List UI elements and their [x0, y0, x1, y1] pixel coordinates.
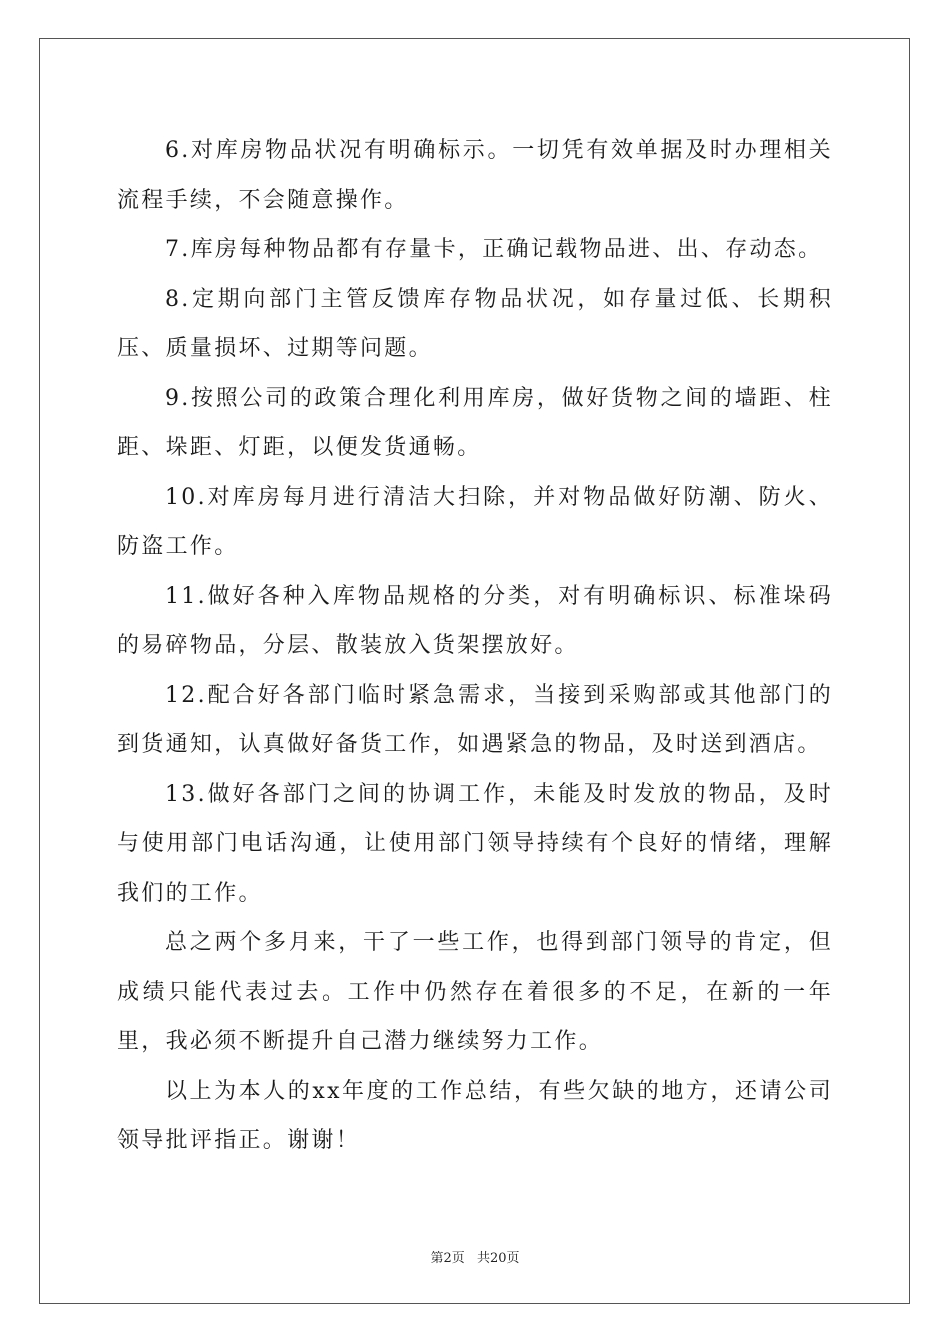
page-footer — [0, 1247, 950, 1266]
document-body — [117, 126, 833, 1166]
paragraph-item-10: 10.对库房每月进行清洁大扫除，并对物品做好防潮、防火、防盗工作。 — [117, 484, 833, 559]
paragraph-item-13: 13.做好各部门之间的协调工作，未能及时发放的物品，及时与使用部门电话沟通，让使用部门领导持续有个良好的情绪，理解我们的工作。 — [117, 781, 833, 906]
paragraph-item-12: 12.配合好各部门临时紧急需求，当接到采购部或其他部门的到货通知，认真做好备货工作，如遇紧急的物品，及时送到酒店。 — [117, 682, 833, 757]
paragraph-item-9: 9.按照公司的政策合理化利用库房，做好货物之间的墙距、柱距、垛距、灯距，以便发货通畅。 — [117, 385, 833, 460]
paragraph-item-6: 6.对库房物品状况有明确标示。一切凭有效单据及时办理相关流程手续，不会随意操作。 — [117, 138, 833, 213]
page-total: 共20页 — [476, 1251, 520, 1266]
paragraph-summary: 总之两个多月来，干了一些工作，也得到部门领导的肯定，但成绩只能代表过去。工作中仍然存在着很多的不足，在新的一年里，我必须不断提升自己潜力继续努力工作。 — [117, 930, 833, 1054]
paragraph-closing: 以上为本人的xx年度的工作总结，有些欠缺的地方，还请公司领导批评指正。谢谢！ — [117, 1078, 833, 1153]
paragraph-item-7: 7.库房每种物品都有存量卡，正确记载物品进、出、存动态。 — [165, 237, 823, 262]
paragraph-item-8: 8.定期向部门主管反馈库存物品状况，如存量过低、长期积压、质量损坏、过期等问题。 — [117, 286, 833, 361]
paragraph-item-11: 11.做好各种入库物品规格的分类，对有明确标识、标准垛码的易碎物品，分层、散装放入货架摆放好。 — [117, 583, 833, 658]
page-number: 第2页 — [430, 1251, 465, 1266]
